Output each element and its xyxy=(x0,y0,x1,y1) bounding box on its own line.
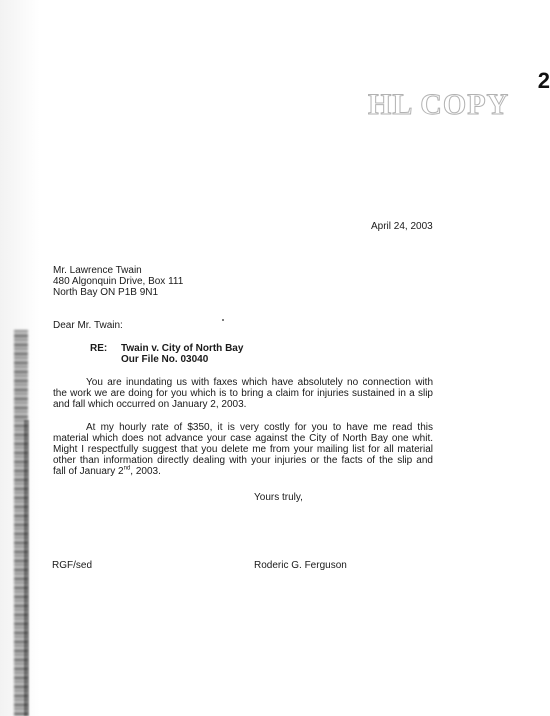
page-corner-mark: 2 xyxy=(537,68,550,93)
typist-initials: RGF/sed xyxy=(52,560,93,571)
paragraph-1-line: the work we are doing for you which is to bring a claim for injuries sustained in a slip xyxy=(53,388,433,399)
paragraph-2 xyxy=(53,422,433,477)
file-copy-stamp: HL COPY xyxy=(368,88,510,121)
date-text: fall of January 2 xyxy=(53,466,124,477)
paragraph-2-line: Might I respectfully suggest that you delete me from your mailing list for all material xyxy=(53,444,433,455)
recipient-name: Mr. Lawrence Twain xyxy=(53,265,142,276)
scan-speck xyxy=(222,319,224,321)
recipient-city: North Bay ON P1B 9N1 xyxy=(53,287,159,298)
recipient-street: 480 Algonquin Drive, Box 111 xyxy=(53,276,184,287)
date-year: , 2003. xyxy=(130,466,161,477)
signatory-name: Roderic G. Ferguson xyxy=(254,560,347,571)
paragraph-1-line: You are inundating us with faxes which have absolutely no connection with xyxy=(86,377,433,388)
paragraph-1 xyxy=(53,377,433,410)
re-file-number: Our File No. 03040 xyxy=(121,354,209,365)
closing: Yours truly, xyxy=(254,492,303,503)
paragraph-2-line: At my hourly rate of $350, it is very costly for you to have me read this xyxy=(86,422,433,433)
salutation: Dear Mr. Twain: xyxy=(53,320,123,331)
scan-streak-mark-secondary xyxy=(24,420,29,716)
paragraph-2-line: other than information directly dealing with your injuries or the facts of the slip and xyxy=(53,455,433,466)
paragraph-2-line: material which does not advance your case against the City of North Bay one whit. xyxy=(53,433,433,444)
ordinal-suffix: nd xyxy=(123,465,131,472)
paragraph-1-line: and fall which occurred on January 2, 2003. xyxy=(53,399,247,410)
letter-date: April 24, 2003 xyxy=(371,221,433,232)
re-label: RE: xyxy=(90,343,108,354)
paragraph-2-line xyxy=(53,466,433,477)
re-subject: Twain v. City of North Bay xyxy=(121,343,244,354)
